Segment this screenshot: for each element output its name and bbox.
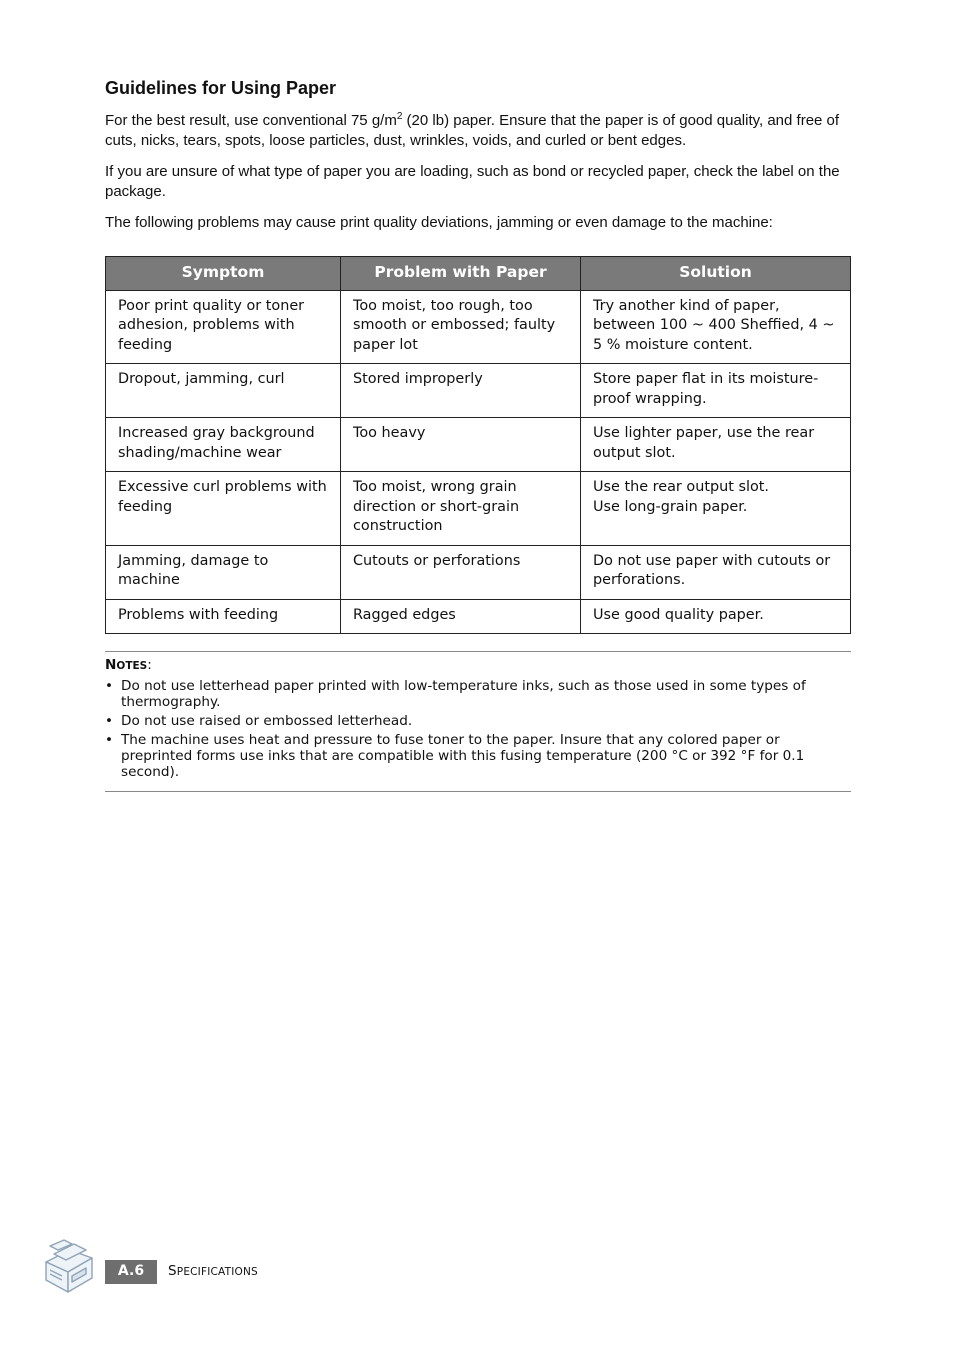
- table-row: [106, 364, 851, 418]
- paragraph-text: (20 lb) paper. Ensure that the paper is of good quality, and free of cuts, nicks, tears, spots, loose particles, dust, wrinkles, voids, and curled or bent edges.: [105, 112, 840, 149]
- problem-cell: Cutouts or perforations: [341, 545, 581, 599]
- paragraph-text: For the best result, use conventional 75 g/m: [105, 112, 397, 129]
- bullet: •: [105, 732, 114, 748]
- solution-cell: [581, 472, 851, 546]
- problem-cell: Too heavy: [341, 418, 581, 472]
- notes-title-rest: OTES: [116, 660, 148, 672]
- problem-cell: Stored improperly: [341, 364, 581, 418]
- solution-cell: [581, 599, 851, 634]
- table-row: [106, 545, 851, 599]
- page-footer: [40, 1236, 440, 1296]
- note-item: [105, 732, 851, 780]
- solution-line: Use lighter paper, use the rear output slot.: [593, 425, 815, 461]
- symptom-cell: Excessive curl problems with feeding: [106, 472, 341, 546]
- problem-cell: Too moist, wrong grain direction or short-grain construction: [341, 472, 581, 546]
- column-header-problem: Problem with Paper: [341, 256, 581, 290]
- note-text: Do not use letterhead paper printed with low-temperature inks, such as those used in some types of thermography.: [121, 678, 806, 710]
- table-header-row: [106, 256, 851, 290]
- symptom-cell: Poor print quality or toner adhesion, problems with feeding: [106, 290, 341, 364]
- chapter-title: [168, 1263, 258, 1279]
- paper-problems-table: [105, 256, 851, 635]
- paragraph-problems-intro: The following problems may cause print quality deviations, jamming or even damage to the machine:: [105, 214, 773, 231]
- page-title: Guidelines for Using Paper: [105, 78, 337, 98]
- chapter-initial: S: [168, 1263, 177, 1279]
- page-number-badge: A.6: [105, 1260, 157, 1284]
- chapter-rest: PECIFICATIONS: [176, 1266, 258, 1278]
- printer-icon: [40, 1236, 96, 1296]
- bullet: •: [105, 678, 114, 694]
- solution-cell: [581, 364, 851, 418]
- symptom-cell: Increased gray background shading/machine wear: [106, 418, 341, 472]
- problem-cell: Ragged edges: [341, 599, 581, 634]
- solution-line: Try another kind of paper, between 100 ~ 400 Sheffied, 4 ~ 5 % moisture content.: [593, 297, 835, 353]
- notes-title: [105, 657, 851, 674]
- solution-cell: [581, 290, 851, 364]
- bullet: •: [105, 713, 114, 729]
- table-row: [106, 472, 851, 546]
- table-row: [106, 290, 851, 364]
- problem-cell: Too moist, too rough, too smooth or embossed; faulty paper lot: [341, 290, 581, 364]
- symptom-cell: Problems with feeding: [106, 599, 341, 634]
- solution-line: Do not use paper with cutouts or perforations.: [593, 552, 831, 588]
- solution-line: Use good quality paper.: [593, 606, 764, 623]
- superscript: 2: [396, 111, 403, 122]
- page-content: [105, 78, 851, 792]
- solution-line: Use long-grain paper.: [593, 498, 748, 515]
- notes-title-colon: :: [147, 657, 152, 673]
- note-text: Do not use raised or embossed letterhead.: [121, 713, 413, 729]
- solution-cell: [581, 418, 851, 472]
- symptom-cell: Dropout, jamming, curl: [106, 364, 341, 418]
- notes-list: [105, 678, 851, 780]
- paragraph-paper-weight: [105, 111, 851, 150]
- notes-title-initial: N: [105, 657, 117, 673]
- note-item: [105, 678, 851, 710]
- note-item: [105, 713, 851, 729]
- table-row: [106, 418, 851, 472]
- notes-box: [105, 651, 851, 792]
- solution-cell: [581, 545, 851, 599]
- table-row: [106, 599, 851, 634]
- column-header-symptom: Symptom: [106, 256, 341, 290]
- note-text: The machine uses heat and pressure to fuse toner to the paper. Insure that any colored paper or preprinted forms use inks that are compatible with this fusing temperature (200 °C or 392 °F for 0.1 second).: [121, 732, 805, 780]
- paragraph-paper-type: If you are unsure of what type of paper you are loading, such as bond or recycled paper, check the label on the package.: [105, 163, 840, 200]
- symptom-cell: Jamming, damage to machine: [106, 545, 341, 599]
- solution-line: Store paper flat in its moisture-proof wrapping.: [593, 371, 819, 407]
- column-header-solution: Solution: [581, 256, 851, 290]
- solution-line: Use the rear output slot.: [593, 479, 769, 495]
